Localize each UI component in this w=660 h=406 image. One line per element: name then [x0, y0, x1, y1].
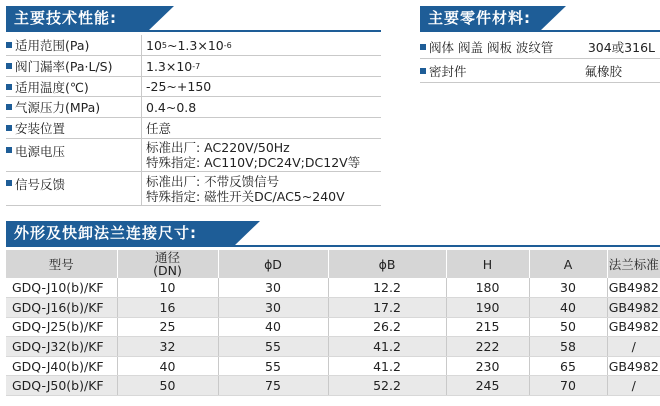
spec-label: 电源电压 — [15, 144, 66, 159]
table-cell: 30 — [218, 298, 328, 318]
spec-value: 10 5 ~1.3×10 -6 — [146, 37, 232, 53]
bullet-icon — [6, 84, 12, 90]
table-cell: 40 — [218, 317, 328, 337]
bullet-icon — [6, 104, 12, 110]
header-model: 型号 — [6, 250, 117, 278]
spec-table — [6, 35, 381, 206]
table-cell: 40 — [117, 356, 218, 376]
table-cell: 55 — [218, 337, 328, 357]
bullet-icon — [420, 68, 426, 74]
spec-value: 任意 — [146, 121, 172, 136]
table-cell: GB4982 — [607, 317, 660, 337]
table-cell: GB4982 — [607, 278, 660, 298]
spec-row — [6, 97, 381, 118]
table-cell: 245 — [446, 376, 529, 396]
table-cell: GB4982 — [607, 356, 660, 376]
table-cell: GDQ-J50(b)/KF — [6, 376, 117, 396]
table-cell: 75 — [218, 376, 328, 396]
spec-value: 标准出厂: AC220V/50Hz 特殊指定: AC110V;DC24V;DC12V等 — [146, 140, 361, 170]
table-cell: 55 — [218, 356, 328, 376]
table-cell: / — [607, 337, 660, 357]
table-row — [6, 317, 660, 337]
parts-section-banner — [420, 6, 540, 31]
table-cell: 25 — [117, 317, 218, 337]
parts-row — [420, 35, 660, 59]
table-cell: 12.2 — [328, 278, 446, 298]
spec-column-divider — [141, 35, 142, 206]
table-cell: 32 — [117, 337, 218, 357]
table-cell: 230 — [446, 356, 529, 376]
table-cell: 26.2 — [328, 317, 446, 337]
table-cell: 50 — [529, 317, 607, 337]
table-cell: 222 — [446, 337, 529, 357]
table-cell: 180 — [446, 278, 529, 298]
header-phi-d: ϕD — [218, 250, 328, 278]
table-cell: 10 — [117, 278, 218, 298]
spec-label: 适用范围(Pa) — [15, 38, 90, 53]
dims-header-row — [6, 250, 660, 278]
spec-row — [6, 139, 381, 172]
parts-label: 密封件 — [429, 63, 467, 79]
spec-section-title: 主要技术性能: — [14, 9, 117, 27]
table-cell: GDQ-J25(b)/KF — [6, 317, 117, 337]
table-cell: 52.2 — [328, 376, 446, 396]
bullet-icon — [6, 180, 12, 186]
spec-value: 1.3×10 -7 — [146, 58, 201, 74]
table-cell: 65 — [529, 356, 607, 376]
bullet-icon — [420, 44, 426, 50]
parts-table — [420, 35, 660, 83]
table-cell: 50 — [117, 376, 218, 396]
parts-row — [420, 59, 660, 83]
header-flange: 法兰标准 — [607, 250, 660, 278]
spec-row — [6, 77, 381, 97]
table-cell: GDQ-J16(b)/KF — [6, 298, 117, 318]
spec-row — [6, 172, 381, 206]
table-row — [6, 376, 660, 396]
parts-value: 304或316L — [587, 39, 655, 55]
dimensions-table — [6, 250, 660, 396]
table-cell: 70 — [529, 376, 607, 396]
spec-banner-underline — [6, 30, 381, 32]
parts-banner-underline — [420, 30, 660, 32]
header-dn: 通径 (DN) — [117, 250, 218, 278]
parts-label: 阀体 阀盖 阀板 波纹管 — [429, 39, 554, 55]
spec-label: 信号反馈 — [15, 177, 66, 192]
spec-row — [6, 56, 381, 77]
table-cell: GDQ-J10(b)/KF — [6, 278, 117, 298]
spec-row — [6, 118, 381, 139]
dims-banner-underline — [6, 245, 660, 247]
table-cell: 16 — [117, 298, 218, 318]
table-cell: 215 — [446, 317, 529, 337]
table-cell: 30 — [529, 278, 607, 298]
table-row — [6, 356, 660, 376]
table-cell: GDQ-J32(b)/KF — [6, 337, 117, 357]
table-cell: 41.2 — [328, 356, 446, 376]
spec-label: 适用温度(℃) — [15, 79, 89, 95]
spec-row — [6, 35, 381, 56]
table-cell: 190 — [446, 298, 529, 318]
spec-label: 气源压力(MPa) — [15, 100, 101, 115]
table-cell: 41.2 — [328, 337, 446, 357]
dims-section-banner — [6, 221, 234, 246]
spec-label: 阀门漏率(Pa·L/S) — [15, 59, 113, 74]
table-cell: GB4982 — [607, 298, 660, 318]
table-row — [6, 298, 660, 318]
dims-body — [6, 278, 660, 396]
spec-value: 0.4~0.8 — [146, 99, 197, 115]
bullet-icon — [6, 147, 12, 153]
parts-value: 氟橡胶 — [584, 63, 622, 79]
table-row — [6, 278, 660, 298]
spec-label: 安装位置 — [15, 121, 66, 136]
dims-section-title: 外形及快卸法兰连接尺寸: — [14, 224, 197, 242]
parts-section-title: 主要零件材料: — [428, 9, 531, 27]
spec-value: -25~+150 — [146, 79, 212, 94]
bullet-icon — [6, 63, 12, 69]
table-cell: 17.2 — [328, 298, 446, 318]
table-cell: 30 — [218, 278, 328, 298]
header-phi-b: ϕB — [328, 250, 446, 278]
spec-section-banner — [6, 6, 148, 31]
table-row — [6, 337, 660, 357]
bullet-icon — [6, 42, 12, 48]
table-cell: / — [607, 376, 660, 396]
header-a: A — [529, 250, 607, 278]
table-cell: GDQ-J40(b)/KF — [6, 356, 117, 376]
header-h: H — [446, 250, 529, 278]
table-cell: 58 — [529, 337, 607, 357]
table-cell: 40 — [529, 298, 607, 318]
spec-value: 标准出厂: 不带反馈信号 特殊指定: 磁性开关DC/AC5~240V — [146, 173, 345, 204]
bullet-icon — [6, 125, 12, 131]
